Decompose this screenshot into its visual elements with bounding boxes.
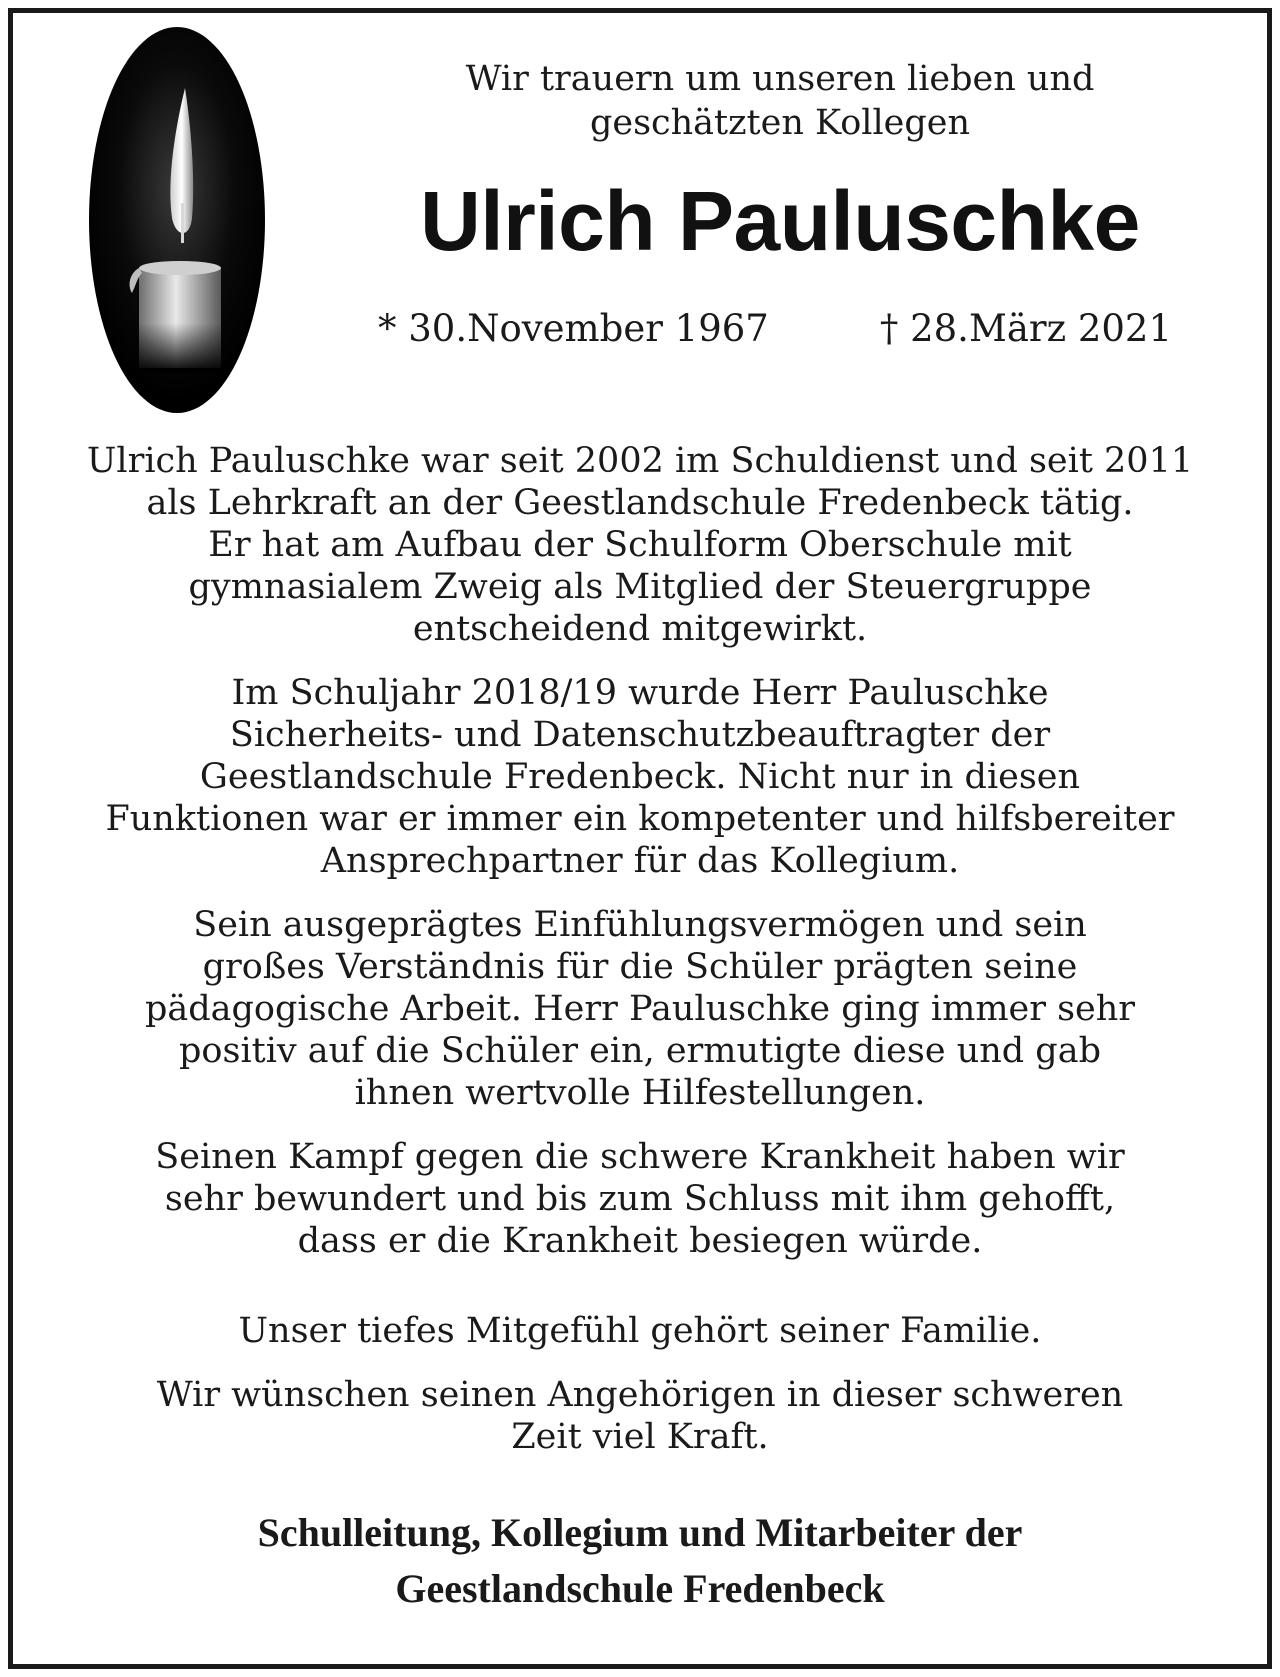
text-line: ihnen wertvolle Hilfestellungen. [354,1073,926,1113]
intro-line-1: Wir trauern um unseren lieben und [465,59,1095,99]
death-date: † 28.März 2021 [879,307,1172,350]
text-line: Seinen Kampf gegen die schwere Krankheit haben wir [155,1137,1125,1177]
paragraph-6 [85,1374,1195,1458]
text-line: positiv auf die Schüler ein, ermutigte diese und gab [179,1031,1101,1071]
text-line: Unser tiefes Mitgefühl gehört seiner Familie. [238,1311,1042,1351]
birth-date: * 30.November 1967 [378,307,769,350]
text-line: sehr bewundert und bis zum Schluss mit ihm gehofft, [164,1179,1116,1219]
paragraph-2 [85,672,1195,882]
text-line: Im Schuljahr 2018/19 wurde Herr Pauluschke [231,673,1049,713]
text-line: als Lehrkraft an der Geestlandschule Fredenbeck tätig. [146,483,1134,523]
signature [85,1505,1195,1617]
paragraph-3 [85,904,1195,1114]
paragraph-5 [85,1310,1195,1352]
text-line: pädagogische Arbeit. Herr Pauluschke ging immer sehr [144,989,1136,1029]
paragraph-4 [85,1136,1195,1262]
text-line: Er hat am Aufbau der Schulform Oberschule mit [208,525,1072,565]
text-line: Ulrich Pauluschke war seit 2002 im Schuldienst und seit 2011 [86,441,1194,481]
paragraph-1 [85,440,1195,650]
text-line: großes Verständnis für die Schüler prägten seine [202,947,1078,987]
text-line: Geestlandschule Fredenbeck. Nicht nur in diesen [199,757,1081,797]
text-line: Funktionen war er immer ein kompetenter und hilfsbereiter [105,799,1175,839]
text-line: dass er die Krankheit besiegen würde. [297,1221,983,1261]
signature-line-2: Geestlandschule Fredenbeck [395,1566,885,1611]
text-line: Sicherheits- und Datenschutzbeauftragter der [229,715,1051,755]
intro-line-2: geschätzten Kollegen [589,103,971,143]
deceased-name: Ulrich Pauluschke [420,174,1140,268]
text-line: entscheidend mitgewirkt. [412,609,868,649]
signature-line-1: Schulleitung, Kollegium und Mitarbeiter der [257,1510,1023,1555]
text-line: gymnasialem Zweig als Mitglied der Steuergruppe [188,567,1092,607]
text-line: Zeit viel Kraft. [511,1417,769,1457]
candle-icon [82,23,272,418]
text-line: Wir wünschen seinen Angehörigen in dieser schweren [156,1375,1124,1415]
obituary-body [85,440,1195,1480]
text-line: Ansprechpartner für das Kollegium. [320,841,960,881]
text-line: Sein ausgeprägtes Einfühlungsvermögen und sein [193,905,1087,945]
header [370,57,1190,269]
